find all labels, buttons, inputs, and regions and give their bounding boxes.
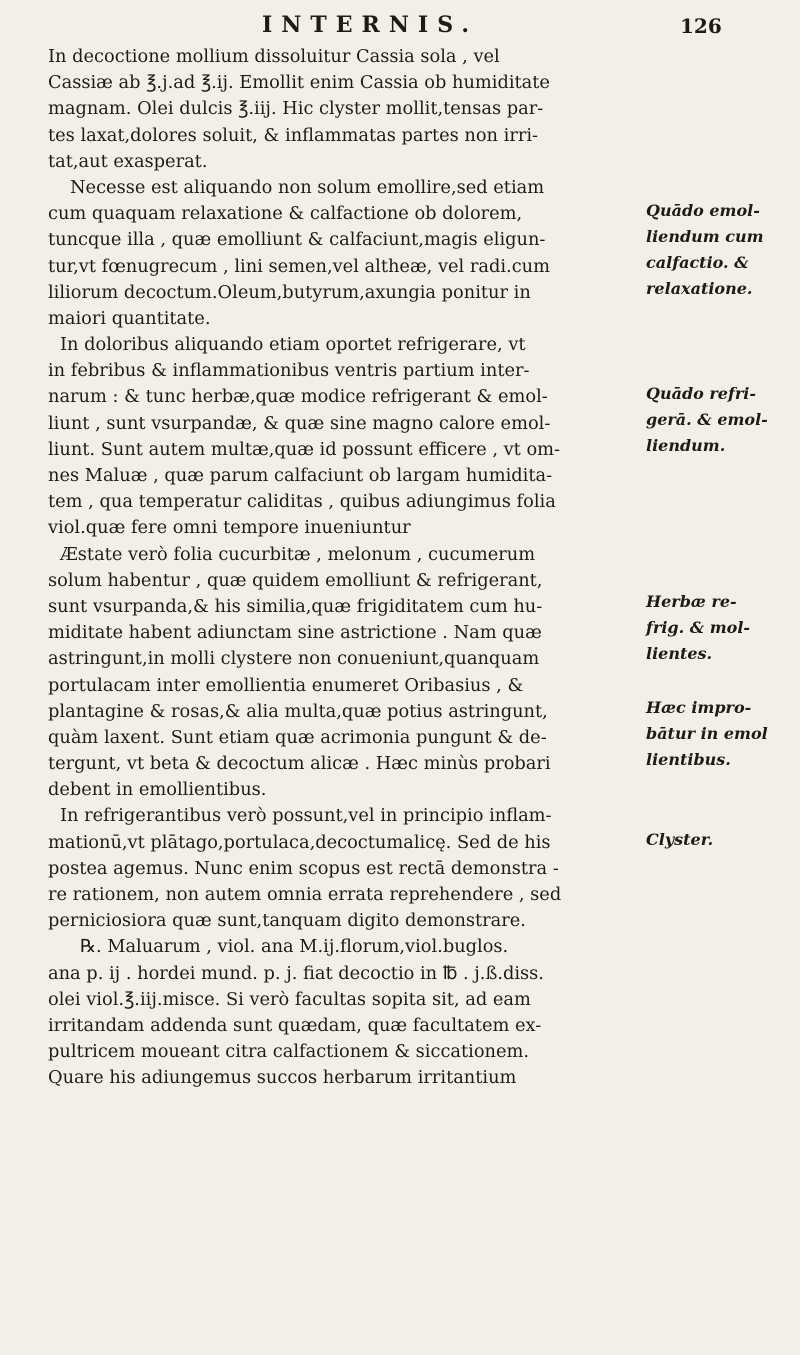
running-head — [0, 8, 800, 46]
margin-note: Quādo refri- — [646, 384, 757, 403]
text-line: perniciosiora quæ sunt,tanquam digito demonstrare. — [48, 910, 526, 932]
text-line: sunt vsurpanda,& his similia,quæ frigiditatem cum hu- — [48, 595, 543, 617]
text-line: liunt , sunt vsurpandæ, & quæ sine magno calore emol- — [48, 412, 551, 434]
margin-note: bātur in emol — [646, 724, 768, 743]
text-line: tes laxat,dolores soluit, & inflammatas partes non irri- — [48, 124, 539, 146]
text-line: re rationem, non autem omnia errata reprehendere , sed — [48, 884, 562, 905]
text-line: In doloribus aliquando etiam oportet refrigerare, vt — [60, 334, 526, 356]
text-line: liunt. Sunt autem multæ,quæ id possunt efficere , vt om- — [48, 438, 561, 460]
text-line: narum : & tunc herbæ,quæ modice refrigerant & emol- — [48, 386, 548, 408]
text-line: tuncque illa , quæ emolliunt & calfaciunt,magis eligun- — [48, 229, 546, 251]
text-line: pultricem moueant citra calfactionem & siccationem. — [48, 1041, 530, 1063]
text-line: Cassiæ ab ℥.j.ad ℥.ij. Emollit enim Cassia ob humiditate — [48, 72, 550, 94]
text-line: ana p. ij . hordei mund. p. j. fiat decoctio in ℔ . j.ß.diss. — [48, 962, 544, 984]
text-line: cum quaquam relaxatione & calfactione ob dolorem, — [48, 203, 523, 225]
text-line: in febribus & inflammationibus ventris partium inter- — [48, 360, 530, 382]
text-line: olei viol.℥.iij.misce. Si verò facultas sopita sit, ad eam — [48, 988, 531, 1010]
margin-note: liendum. — [646, 436, 726, 455]
main-text-column — [48, 44, 648, 1092]
text-line: postea agemus. Nunc enim scopus est rectā demonstra - — [48, 857, 559, 879]
margin-note: relaxatione. — [646, 279, 753, 298]
margin-note: Herbæ re- — [646, 592, 737, 611]
text-line: Quare his adiungemus succos herbarum irritantium — [48, 1067, 517, 1089]
margin-note: frig. & mol- — [646, 618, 751, 637]
text-line: In decoctione mollium dissoluitur Cassia sola , vel — [48, 46, 500, 67]
text-line: solum habentur , quæ quidem emolliunt & refrigerant, — [48, 569, 543, 591]
text-line: mationū,vt plātago,portulaca,decoctumalicę. Sed de his — [48, 831, 551, 853]
margin-note: lientes. — [646, 644, 713, 663]
running-title: INTERNIS. — [262, 12, 478, 38]
text-line: In refrigerantibus verò possunt,vel in principio inflam- — [60, 805, 552, 827]
text-line: liliorum decoctum.Oleum,butyrum,axungia ponitur in — [48, 281, 531, 303]
text-line: miditate habent adiunctam sine astrictione . Nam quæ — [48, 622, 542, 644]
margin-note: calfactio. & — [646, 253, 749, 272]
margin-note: Clyster. — [646, 830, 714, 849]
text-line: ℞. Maluarum , viol. ana M.ij.florum,viol.buglos. — [80, 936, 509, 958]
text-line: quàm laxent. Sunt etiam quæ acrimonia pungunt & de- — [48, 726, 547, 748]
text-line: maiori quantitate. — [48, 307, 211, 329]
text-line: tat,aut exasperat. — [48, 150, 208, 172]
margin-note: Quādo emol- — [646, 201, 760, 220]
text-line: irritandam addenda sunt quædam, quæ facultatem ex- — [48, 1014, 542, 1036]
text-line: nes Maluæ , quæ parum calfaciunt ob largam humidita- — [48, 465, 553, 486]
text-line: tur,vt fœnugrecum , lini semen,vel altheæ, vel radi.cum — [48, 255, 550, 277]
text-line: portulacam inter emollientia enumeret Oribasius , & — [48, 674, 524, 696]
text-line: viol.quæ fere omni tempore inueniuntur — [48, 517, 411, 539]
margin-note: gerā. & emol- — [646, 410, 768, 429]
text-line: magnam. Olei dulcis ℥.iij. Hic clyster mollit,tensas par- — [48, 98, 544, 120]
margin-note: Hæc impro- — [646, 698, 752, 717]
page-number: 126 — [680, 14, 722, 38]
text-line: plantagine & rosas,& alia multa,quæ potius astringunt, — [48, 700, 548, 722]
text-line: Necesse est aliquando non solum emollire,sed etiam — [70, 176, 545, 198]
text-line: tem , qua temperatur caliditas , quibus adiungimus folia — [48, 491, 556, 513]
text-line: astringunt,in molli clystere non conueniunt,quanquam — [48, 648, 540, 670]
text-line: debent in emollientibus. — [48, 779, 267, 801]
margin-note: lientibus. — [646, 750, 731, 769]
text-line: Æstate verò folia cucurbitæ , melonum , cucumerum — [60, 543, 536, 565]
text-line: tergunt, vt beta & decoctum alicæ . Hæc minùs probari — [48, 753, 551, 775]
margin-note: liendum cum — [646, 227, 764, 246]
